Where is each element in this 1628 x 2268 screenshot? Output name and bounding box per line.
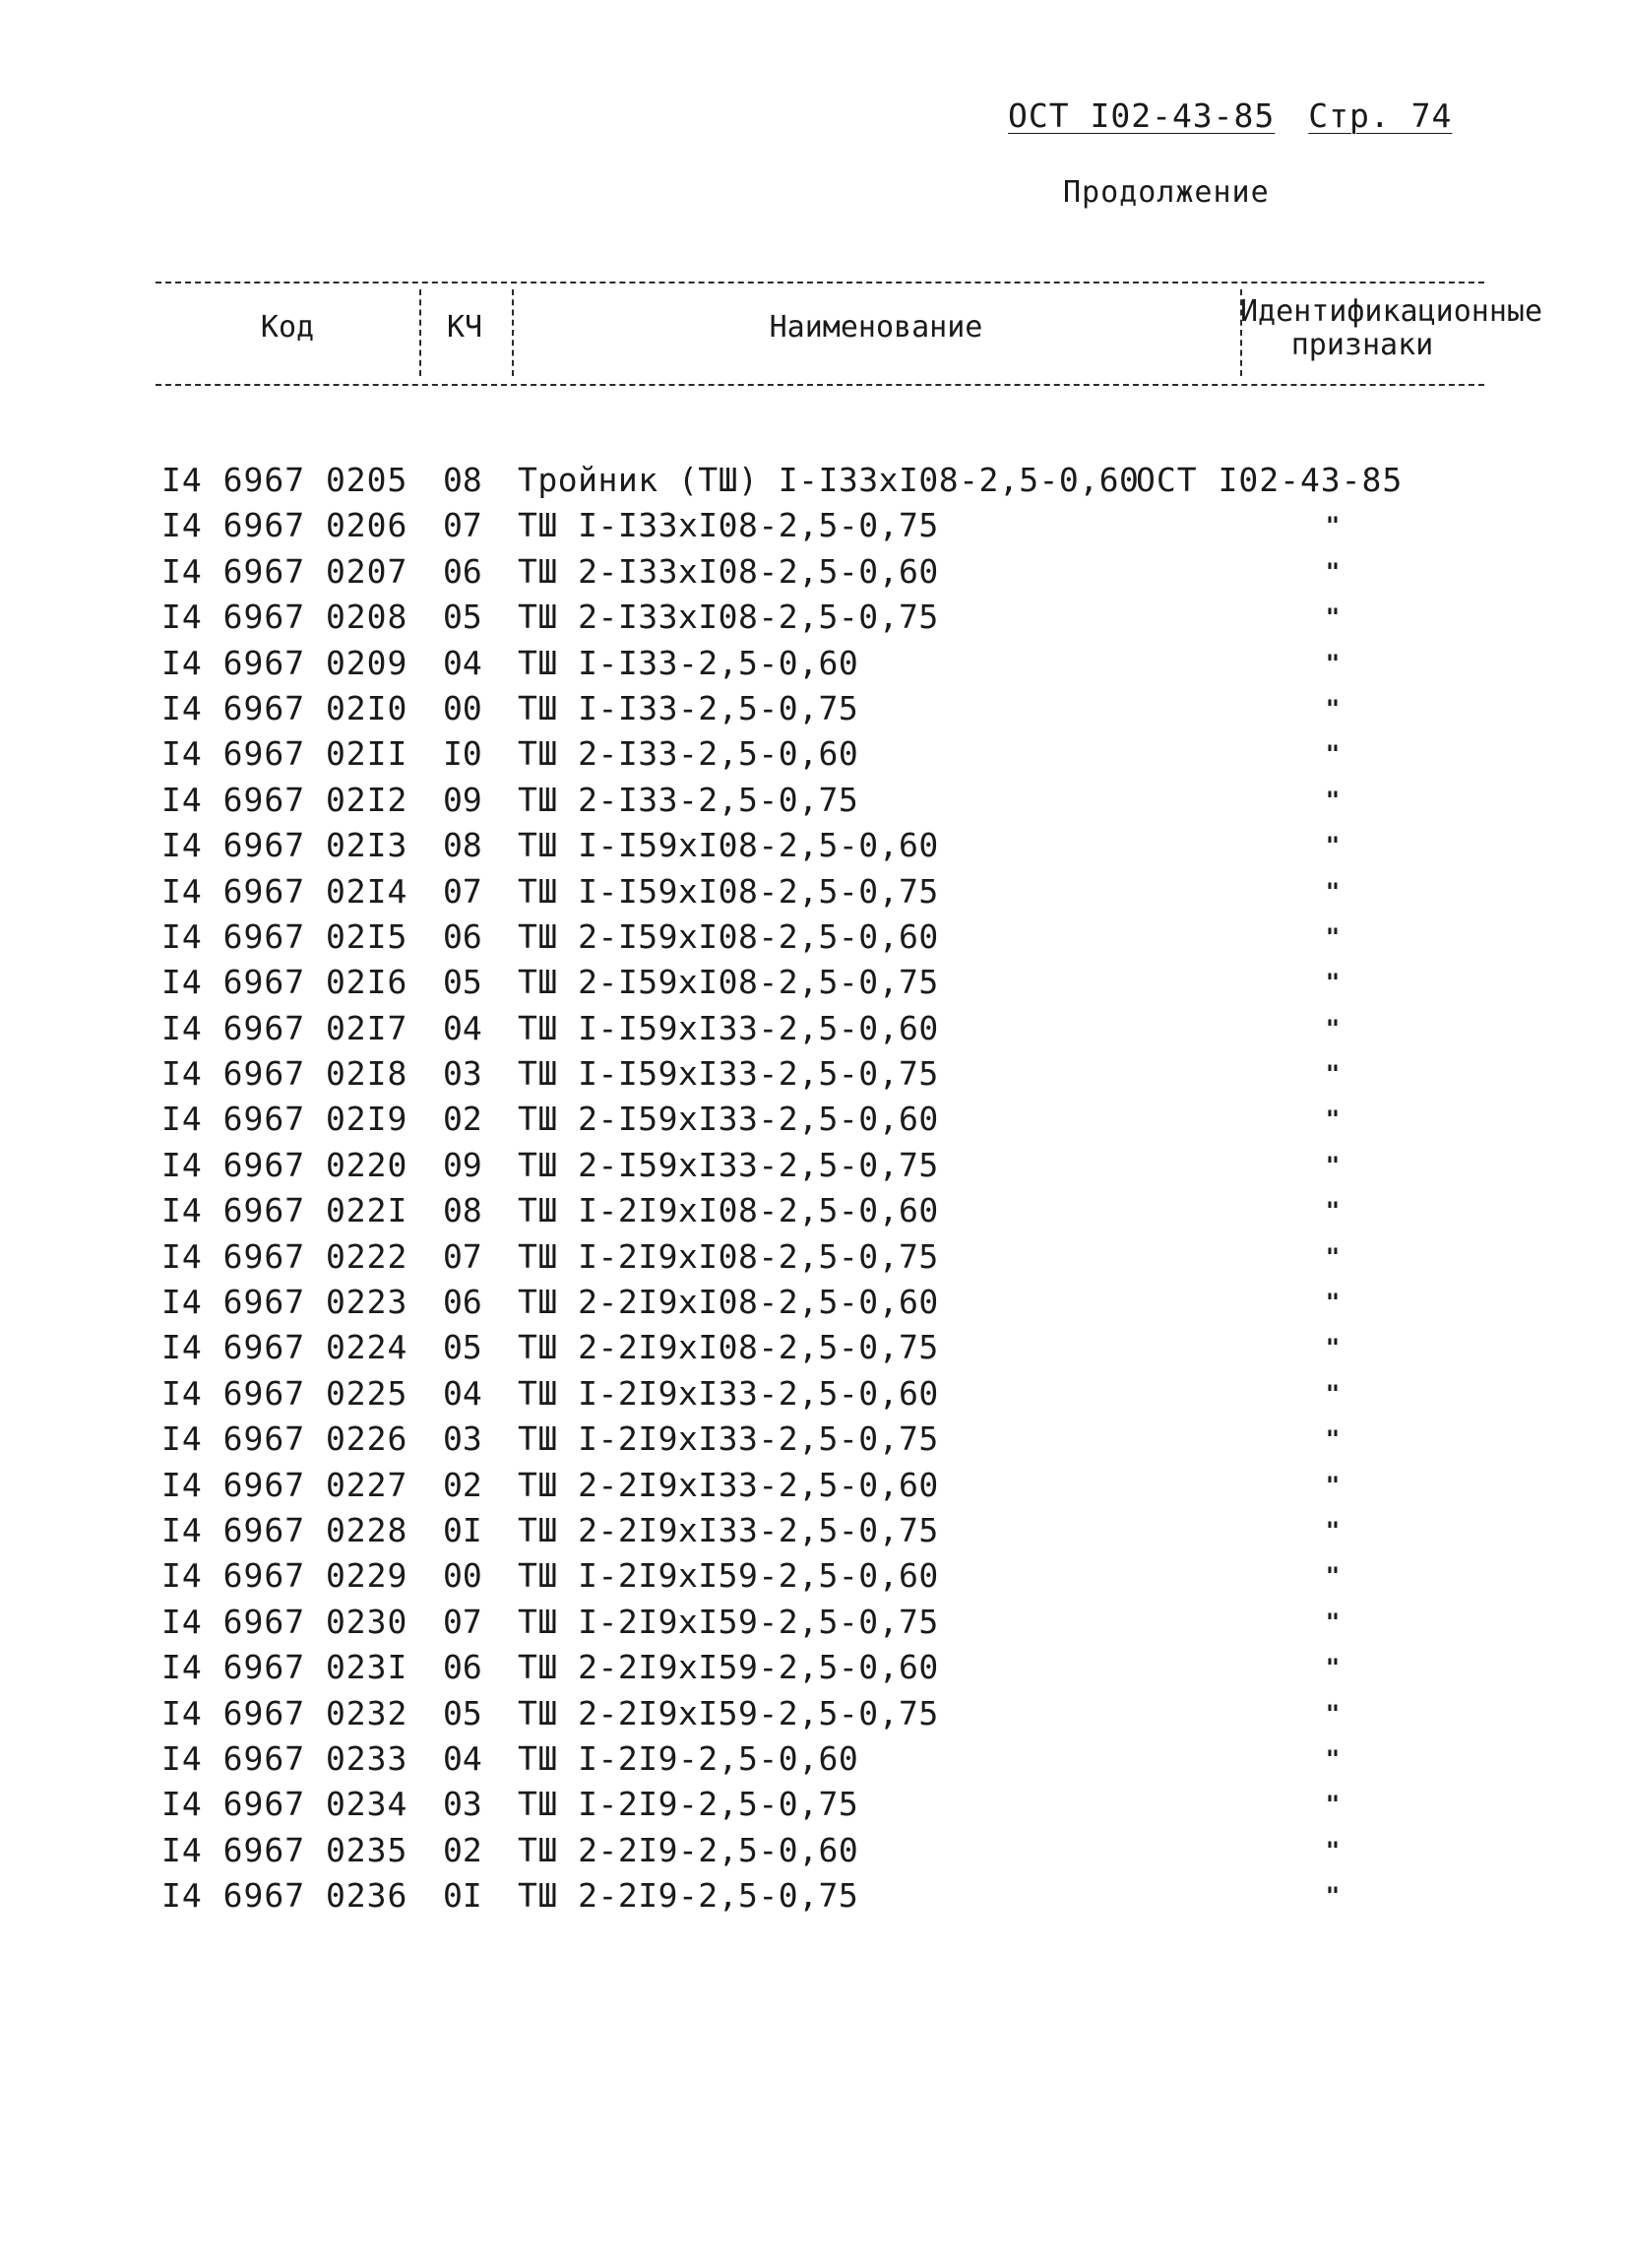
table-row (161, 1645, 1461, 1690)
table-row (161, 778, 1461, 823)
row-name: ТШ I-2I9-2,5-0,60 (518, 1738, 859, 1778)
row-kch: 00 (443, 688, 482, 727)
table-row (161, 960, 1461, 1005)
row-code: I4 6967 02I6 (161, 963, 408, 1002)
row-name: ТШ 2-I33xI08-2,5-0,60 (518, 551, 939, 591)
table-row (161, 1280, 1461, 1325)
row-name: ТШ I-I33-2,5-0,60 (518, 643, 859, 682)
row-code: I4 6967 0206 (161, 506, 408, 545)
row-kch: I0 (443, 734, 482, 774)
row-identification: " (1325, 1516, 1341, 1544)
table-row (161, 1828, 1461, 1873)
row-name: ТШ I-I59xI08-2,5-0,60 (518, 826, 939, 865)
row-identification: " (1325, 1882, 1341, 1911)
row-identification: " (1325, 1151, 1341, 1179)
row-identification: " (1325, 1289, 1341, 1317)
table-row (161, 1600, 1461, 1645)
row-identification: " (1325, 603, 1341, 632)
row-kch: 06 (443, 551, 482, 591)
row-kch: 08 (443, 826, 482, 865)
row-kch: 03 (443, 1785, 482, 1824)
row-identification: " (1325, 694, 1341, 723)
row-code: I4 6967 0209 (161, 643, 408, 682)
column-header-identification-line2: признаки (1290, 328, 1434, 362)
column-header-name: Наименование (769, 310, 983, 345)
row-identification: " (1325, 1654, 1341, 1682)
table-row (161, 1325, 1461, 1370)
row-identification: " (1325, 1105, 1341, 1134)
row-name: ТШ I-2I9-2,5-0,75 (518, 1785, 859, 1824)
row-code: I4 6967 0229 (161, 1556, 408, 1596)
row-kch: 04 (443, 1008, 482, 1047)
table-row (161, 1051, 1461, 1097)
row-kch: 08 (443, 461, 482, 499)
row-identification: " (1325, 786, 1341, 814)
row-identification: " (1325, 512, 1341, 540)
row-identification: " (1325, 1425, 1341, 1454)
table-row (161, 549, 1461, 595)
row-identification: " (1325, 557, 1341, 586)
row-kch: 07 (443, 1236, 482, 1276)
column-header-kch: КЧ (446, 310, 483, 345)
row-name: ТШ I-2I9xI08-2,5-0,60 (518, 1191, 939, 1230)
row-identification: " (1325, 649, 1341, 677)
row-code: I4 6967 0225 (161, 1373, 408, 1413)
row-identification: " (1325, 877, 1341, 906)
row-identification: " (1325, 1699, 1341, 1728)
row-code: I4 6967 02II (161, 734, 408, 774)
row-code: I4 6967 0228 (161, 1510, 408, 1549)
row-name: ТШ I-I59xI08-2,5-0,75 (518, 871, 939, 911)
table-row (161, 869, 1461, 914)
row-name: ТШ I-2I9xI33-2,5-0,60 (518, 1373, 939, 1413)
standard-number: ОСТ I02-43-85 (1008, 96, 1276, 135)
row-name: ТШ I-I33-2,5-0,75 (518, 688, 859, 727)
row-name: ТШ 2-I59xI08-2,5-0,60 (518, 916, 939, 956)
table-row (161, 1508, 1461, 1553)
row-identification: " (1325, 969, 1341, 997)
row-kch: 0I (443, 1510, 482, 1549)
table-header (156, 282, 1543, 386)
row-code: I4 6967 02I3 (161, 826, 408, 865)
row-identification: " (1325, 1242, 1341, 1271)
document-header (1008, 96, 1452, 135)
row-name: ТШ 2-2I9xI08-2,5-0,60 (518, 1283, 939, 1322)
row-code: I4 6967 0236 (161, 1876, 408, 1916)
table-row (161, 823, 1461, 868)
row-identification: " (1325, 1562, 1341, 1591)
row-name: ТШ 2-I59xI33-2,5-0,60 (518, 1100, 939, 1139)
column-header-identification (1240, 294, 1543, 362)
row-code: I4 6967 0208 (161, 598, 408, 637)
row-code: I4 6967 0207 (161, 551, 408, 591)
table-row (161, 1873, 1461, 1919)
row-code: I4 6967 0222 (161, 1236, 408, 1276)
row-code: I4 6967 0227 (161, 1465, 408, 1504)
table-row (161, 914, 1461, 960)
row-name: ТШ 2-2I9-2,5-0,60 (518, 1830, 859, 1869)
row-kch: 05 (443, 963, 482, 1002)
row-code: I4 6967 0224 (161, 1328, 408, 1367)
table-row (161, 1782, 1461, 1827)
row-name: ТШ I-I59xI33-2,5-0,75 (518, 1054, 939, 1094)
row-kch: 09 (443, 780, 482, 819)
row-code: I4 6967 02I8 (161, 1054, 408, 1094)
row-kch: 0I (443, 1876, 482, 1916)
row-kch: 03 (443, 1054, 482, 1094)
table-row (161, 1188, 1461, 1233)
row-kch: 03 (443, 1419, 482, 1459)
column-header-code: Код (260, 310, 315, 345)
row-kch: 02 (443, 1830, 482, 1869)
row-identification: " (1325, 922, 1341, 951)
row-kch: 06 (443, 1283, 482, 1322)
row-kch: 08 (443, 1191, 482, 1230)
row-identification: " (1325, 832, 1341, 860)
table-row (161, 731, 1461, 777)
row-code: I4 6967 0226 (161, 1419, 408, 1459)
row-kch: 07 (443, 871, 482, 911)
row-code: I4 6967 02I5 (161, 916, 408, 956)
row-name: ТШ I-2I9xI33-2,5-0,75 (518, 1419, 939, 1459)
table-row (161, 1463, 1461, 1508)
table-row (161, 458, 1461, 503)
row-name: ТШ 2-I59xI33-2,5-0,75 (518, 1145, 939, 1184)
row-code: I4 6967 0235 (161, 1830, 408, 1869)
row-code: I4 6967 0220 (161, 1145, 408, 1184)
row-code: I4 6967 02I2 (161, 780, 408, 819)
row-kch: 02 (443, 1465, 482, 1504)
row-name: ТШ I-2I9xI59-2,5-0,60 (518, 1556, 939, 1596)
table-row (161, 1691, 1461, 1736)
row-name: ТШ 2-I33-2,5-0,60 (518, 734, 859, 774)
continuation-label: Продолжение (1063, 175, 1270, 210)
row-name: ТШ 2-I33-2,5-0,75 (518, 780, 859, 819)
row-kch: 04 (443, 1373, 482, 1413)
row-name: ТШ I-2I9xI08-2,5-0,75 (518, 1236, 939, 1276)
row-kch: 07 (443, 506, 482, 545)
row-kch: 06 (443, 1648, 482, 1687)
row-kch: 07 (443, 1602, 482, 1641)
row-code: I4 6967 0234 (161, 1785, 408, 1824)
table-row (161, 1553, 1461, 1599)
row-identification: " (1325, 1836, 1341, 1864)
table-row (161, 503, 1461, 548)
row-kch: 04 (443, 643, 482, 682)
row-kch: 00 (443, 1556, 482, 1596)
table-row (161, 1371, 1461, 1417)
row-code: I4 6967 0232 (161, 1693, 408, 1732)
row-name: ТШ I-I33xI08-2,5-0,75 (518, 506, 939, 545)
table-row (161, 1736, 1461, 1782)
row-name: Тройник (ТШ) I-I33xI08-2,5-0,60 (518, 461, 1140, 499)
table-row (161, 686, 1461, 731)
row-code: I4 6967 02I9 (161, 1100, 408, 1139)
row-kch: 09 (443, 1145, 482, 1184)
row-code: I4 6967 02I4 (161, 871, 408, 911)
row-identification: " (1325, 1607, 1341, 1636)
row-name: ТШ 2-2I9xI08-2,5-0,75 (518, 1328, 939, 1367)
row-name: ТШ 2-2I9xI33-2,5-0,75 (518, 1510, 939, 1549)
row-code: I4 6967 0205 (161, 461, 408, 499)
table-row (161, 1097, 1461, 1142)
row-identification: " (1325, 1197, 1341, 1226)
row-name: ТШ 2-I59xI08-2,5-0,75 (518, 963, 939, 1002)
row-name: ТШ 2-I33xI08-2,5-0,75 (518, 598, 939, 637)
row-kch: 05 (443, 1328, 482, 1367)
column-header-identification-line1: Идентификационные (1240, 294, 1543, 329)
row-identification: " (1325, 1334, 1341, 1362)
row-kch: 04 (443, 1738, 482, 1778)
table-body (161, 458, 1461, 1920)
row-name: ТШ 2-2I9xI33-2,5-0,60 (518, 1465, 939, 1504)
table-row (161, 1234, 1461, 1280)
row-identification: " (1325, 1014, 1341, 1042)
row-identification: " (1325, 1060, 1341, 1089)
row-name: ТШ 2-2I9xI59-2,5-0,60 (518, 1648, 939, 1687)
table-row (161, 595, 1461, 640)
row-code: I4 6967 0223 (161, 1283, 408, 1322)
table-row (161, 1143, 1461, 1188)
row-code: I4 6967 022I (161, 1191, 408, 1230)
row-code: I4 6967 0233 (161, 1738, 408, 1778)
row-identification: " (1325, 1379, 1341, 1408)
row-code: I4 6967 02I0 (161, 688, 408, 727)
row-kch: 02 (443, 1100, 482, 1139)
row-identification: " (1325, 1791, 1341, 1819)
row-kch: 05 (443, 598, 482, 637)
row-code: I4 6967 023I (161, 1648, 408, 1687)
row-identification: ОСТ I02-43-85 (1136, 461, 1404, 499)
table-row (161, 1417, 1461, 1462)
table-row (161, 641, 1461, 686)
table-row (161, 1006, 1461, 1051)
row-identification: " (1325, 740, 1341, 769)
row-identification: " (1325, 1744, 1341, 1773)
row-kch: 05 (443, 1693, 482, 1732)
row-kch: 06 (443, 916, 482, 956)
row-name: ТШ 2-2I9-2,5-0,75 (518, 1876, 859, 1916)
row-code: I4 6967 0230 (161, 1602, 408, 1641)
page-number: Стр. 74 (1308, 96, 1453, 135)
row-identification: " (1325, 1471, 1341, 1499)
row-name: ТШ I-I59xI33-2,5-0,60 (518, 1008, 939, 1047)
row-code: I4 6967 02I7 (161, 1008, 408, 1047)
row-name: ТШ I-2I9xI59-2,5-0,75 (518, 1602, 939, 1641)
row-name: ТШ 2-2I9xI59-2,5-0,75 (518, 1693, 939, 1732)
